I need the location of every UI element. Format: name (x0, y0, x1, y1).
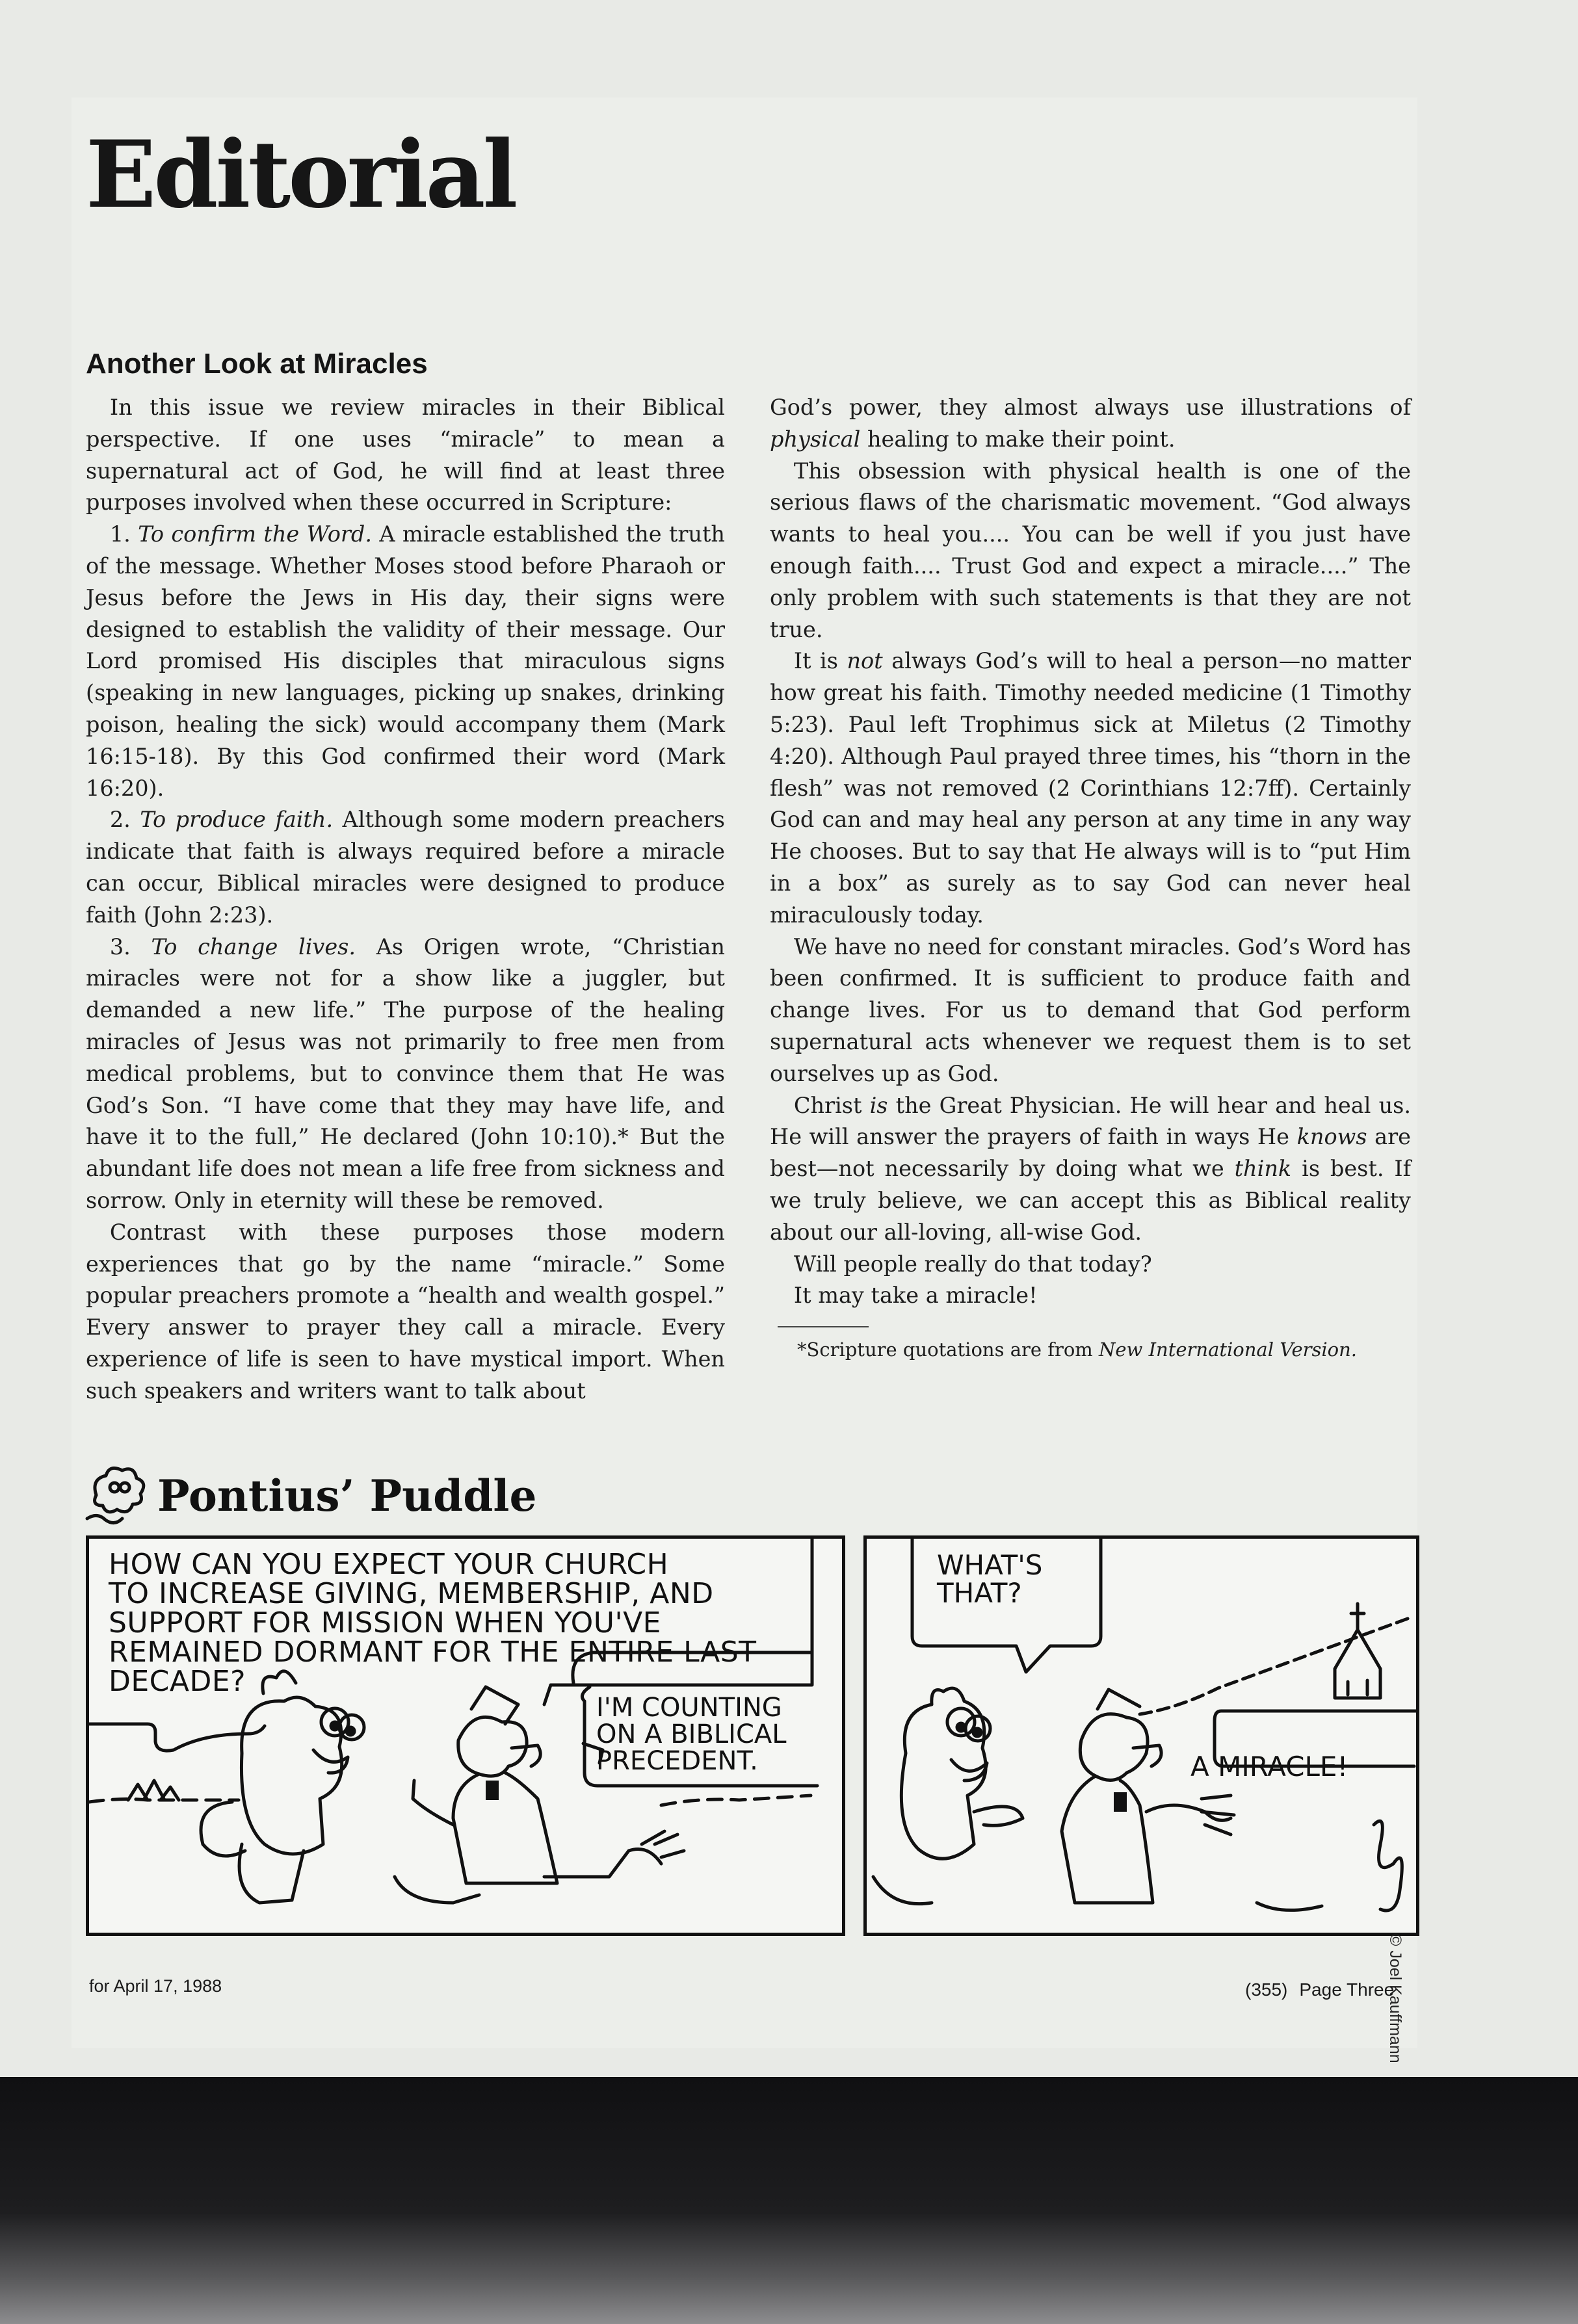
footnote-source: New International Version. (1099, 1338, 1358, 1361)
paragraph-point-2 (86, 804, 725, 931)
paragraph-text: God’s power, they almost always use illustrations of (770, 395, 1411, 420)
footnote (797, 1337, 1411, 1363)
comic-title: Pontius’ Puddle (157, 1470, 537, 1521)
paragraph-obsession (770, 456, 1411, 646)
point-number: 3. (109, 934, 151, 960)
closing-line-1: Will people really do that today? (793, 1251, 1152, 1277)
paragraph-text: healing to make their point. (860, 426, 1176, 452)
paragraph-text: the Great Physician. He will hear and heal us. He will answer the prayers of faith in ways He (770, 1092, 1411, 1150)
paragraph-text: In this issue we review miracles in their Biblical perspective. If one uses “miracle” to mean a supernatural act of God, he will find at least three purposes involved when these occurred in Scripture: (86, 395, 725, 516)
emphasis: is (869, 1092, 888, 1118)
page-number (1245, 1979, 1394, 2000)
comic-panel-1 (86, 1535, 845, 1936)
paragraph-text: As Origen wrote, “Christian miracles were not for a show like a juggler, but demanded a new life.” The purpose of the healing miracles of Jesus was not primarily to free men from medical problems, but to convince them that He was God’s Son. “I have come that they may have life, and have it to the full,” He declared (John 10:10).* But the abundant life does not mean a life free from sickness and sorrow. Only in eternity will these be removed. (86, 934, 725, 1213)
paragraph-text: It is (793, 648, 847, 674)
emphasis: think (1234, 1156, 1292, 1182)
scan-backdrop (0, 2077, 1578, 2324)
article-headline: Another Look at Miracles (86, 348, 428, 380)
footnote-text: *Scripture quotations are from (797, 1338, 1099, 1361)
page-code: (355) (1245, 1979, 1288, 2000)
comic-panel-2 (863, 1535, 1419, 1936)
paragraph-text: always God’s will to heal a person—no matter how great his faith. Timothy needed medicine (1 Timothy 5:23). Paul left Trophimus sick at Miletus (2 Timothy 4:20). Although Paul prayed three times, his “thorn in the flesh” was not removed (2 Corinthians 12:7ff). Certainly God can and may heal any person at any time in any way He chooses. But to say that He always will is to “put Him in a box” as surely as to say God can never heal miraculously today. (770, 648, 1411, 928)
section-masthead: Editorial (86, 121, 516, 229)
point-number: 2. (109, 807, 140, 833)
point-number: 1. (109, 521, 138, 547)
speech-balloon-answer: I'M COUNTING ON A BIBLICAL PRECEDENT. (596, 1693, 787, 1776)
paragraph-contrast (86, 1217, 725, 1407)
paragraph-text: Christ (793, 1092, 870, 1118)
paragraph-text: This obsession with physical health is one of the serious flaws of the charismatic movement. “God always wants to heal you.... You can be well if you just have enough faith.... Trust God and expect a miracle....” The only problem with such statements is that they are not true. (770, 458, 1411, 642)
paragraph-text: Contrast with these purposes those modern experiences that go by the name “miracle.” Some popular preachers promote a “health and wealth gospel.” Every answer to prayer they call a miracle. Every experience of life is seen to have mystical import. When such speakers and writers want to talk about (86, 1219, 725, 1404)
footnote-divider (778, 1326, 869, 1327)
speech-balloon-question: HOW CAN YOU EXPECT YOUR CHURCH TO INCREASE GIVING, MEMBERSHIP, AND SUPPORT FOR MISSION WHEN YOU'VE REMAINED DORMANT FOR THE ENTIRE LAST DECADE? (109, 1548, 757, 1698)
point-title: To change lives. (151, 934, 356, 960)
paragraph-text: Although some modern preachers indicate that faith is always required before a miracle can occur, Biblical miracles were designed to produce faith (John 2:23). (86, 807, 725, 928)
point-title: To confirm the Word. (138, 521, 373, 547)
paragraph-physician (770, 1090, 1411, 1249)
speech-balloon-question: WHAT'S THAT? (937, 1549, 1043, 1609)
paragraph-text: are best—not necessarily by doing what we (770, 1124, 1411, 1182)
point-title: To produce faith. (140, 807, 334, 833)
emphasis: not (847, 648, 883, 674)
paragraph-intro (86, 392, 725, 519)
article-column-right (770, 392, 1411, 1363)
paragraph-no-need (770, 932, 1411, 1090)
closing-line-2: It may take a miracle! (793, 1283, 1038, 1309)
paragraph-point-3 (86, 932, 725, 1217)
comic-copyright: © Joel Kauffmann (1386, 1934, 1404, 2063)
paragraph-continued (770, 392, 1411, 456)
emphasis: physical (770, 426, 861, 452)
comic-logo-icon (77, 1456, 155, 1534)
article-column-left (86, 392, 725, 1407)
paragraph-point-1 (86, 519, 725, 804)
page-label: Page Three (1299, 1979, 1395, 2000)
issue-date: for April 17, 1988 (89, 1976, 222, 1996)
paragraph-text: We have no need for constant miracles. God’s Word has been confirmed. It is sufficient to produce faith and change lives. For us to demand that God perform supernatural acts whenever we request them is to set ourselves up as God. (770, 934, 1411, 1086)
paragraph-not-always (770, 646, 1411, 931)
paragraph-text: A miracle established the truth of the message. Whether Moses stood before Pharaoh or Jesus before the Jews in His day, their signs were designed to establish the validity of their message. Our Lord promised His disciples that miraculous signs (speaking in new languages, picking up snakes, drinking poison, healing the sick) would accompany them (Mark 16:15-18). By this God confirmed their word (Mark 16:20). (86, 521, 725, 801)
paragraph-text: is best. If we truly believe, we can accept this as Biblical reality about our all-loving, all-wise God. (770, 1156, 1411, 1245)
speech-balloon-answer: A MIRACLE! (1190, 1751, 1348, 1782)
emphasis: knows (1296, 1124, 1367, 1150)
